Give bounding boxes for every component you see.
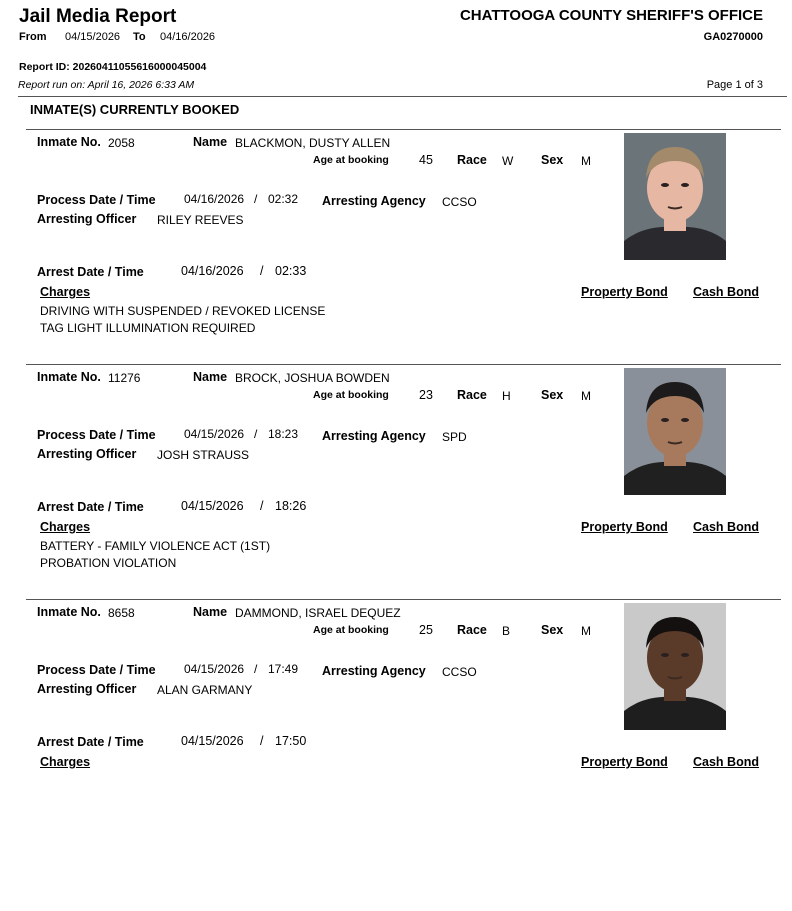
process-slash: / xyxy=(254,427,258,441)
process-time: 02:32 xyxy=(268,192,299,206)
age-label: Age at booking xyxy=(313,389,389,401)
arrest-date: 04/15/2026 xyxy=(181,499,244,513)
race-label: Race xyxy=(457,153,487,167)
process-date: 04/15/2026 xyxy=(184,427,245,441)
sex-value: M xyxy=(581,624,591,638)
arrest-slash: / xyxy=(260,734,264,748)
process-date: 04/15/2026 xyxy=(184,662,245,676)
race-value: H xyxy=(502,389,511,403)
age-value: 23 xyxy=(419,388,433,402)
agency-name: CHATTOOGA COUNTY SHERIFF'S OFFICE xyxy=(459,7,763,24)
mugshot-photo xyxy=(624,603,726,730)
process-time: 17:49 xyxy=(268,662,299,676)
officer-label: Arresting Officer xyxy=(37,447,137,461)
page-number: Page 1 of 3 xyxy=(706,79,763,91)
charges-label: Charges xyxy=(40,285,91,299)
arrest-label: Arrest Date / Time xyxy=(37,735,144,749)
inmate-no-value: 8658 xyxy=(108,606,135,620)
name-label: Name xyxy=(193,605,228,619)
process-label: Process Date / Time xyxy=(37,663,156,677)
agency-value: CCSO xyxy=(442,195,477,209)
name-value: BLACKMON, DUSTY ALLEN xyxy=(235,136,391,150)
arrest-date: 04/16/2026 xyxy=(181,264,244,278)
inmate-no-label: Inmate No. xyxy=(37,135,101,149)
mugshot-photo xyxy=(624,133,726,260)
race-value: W xyxy=(502,154,514,168)
inmate-no-label: Inmate No. xyxy=(37,370,101,384)
arrest-slash: / xyxy=(260,264,264,278)
agency-label: Arresting Agency xyxy=(322,194,426,208)
ori-code: GA0270000 xyxy=(703,31,763,43)
officer-value: JOSH STRAUSS xyxy=(157,448,250,462)
inmate-record xyxy=(0,364,792,599)
arrest-label: Arrest Date / Time xyxy=(37,500,144,514)
process-label: Process Date / Time xyxy=(37,428,156,442)
sex-label: Sex xyxy=(541,623,564,637)
officer-value: ALAN GARMANY xyxy=(157,683,253,697)
name-label: Name xyxy=(193,135,228,149)
process-label: Process Date / Time xyxy=(37,193,156,207)
age-label: Age at booking xyxy=(313,624,389,636)
officer-label: Arresting Officer xyxy=(37,682,137,696)
report-run-on: Report run on: April 16, 2026 6:33 AM xyxy=(18,79,195,91)
sex-value: M xyxy=(581,154,591,168)
header-divider xyxy=(18,96,787,97)
charge-item: TAG LIGHT ILLUMINATION REQUIRED xyxy=(40,321,256,335)
agency-value: SPD xyxy=(442,430,467,444)
name-value: DAMMOND, ISRAEL DEQUEZ xyxy=(235,606,401,620)
property-bond-label: Property Bond xyxy=(581,285,668,299)
section-title: INMATE(S) CURRENTLY BOOKED xyxy=(30,102,240,117)
arrest-time: 17:50 xyxy=(275,734,307,748)
officer-label: Arresting Officer xyxy=(37,212,137,226)
report-id: Report ID: 20260411055616000045004 xyxy=(19,61,207,73)
charge-item: PROBATION VIOLATION xyxy=(40,556,177,570)
charge-item: BATTERY - FAMILY VIOLENCE ACT (1ST) xyxy=(40,539,271,553)
from-date: 04/15/2026 xyxy=(65,31,121,43)
arrest-date: 04/15/2026 xyxy=(181,734,244,748)
property-bond-label: Property Bond xyxy=(581,755,668,769)
name-value: BROCK, JOSHUA BOWDEN xyxy=(235,371,390,385)
record-divider xyxy=(26,599,781,600)
charges-label: Charges xyxy=(40,755,91,769)
sex-value: M xyxy=(581,389,591,403)
record-divider xyxy=(26,129,781,130)
charges-label: Charges xyxy=(40,520,91,534)
from-label: From xyxy=(19,31,47,43)
process-time: 18:23 xyxy=(268,427,299,441)
cash-bond-label: Cash Bond xyxy=(693,755,759,769)
charge-item: DRIVING WITH SUSPENDED / REVOKED LICENSE xyxy=(40,304,326,318)
race-value: B xyxy=(502,624,511,638)
inmate-no-value: 2058 xyxy=(108,136,135,150)
arrest-time: 02:33 xyxy=(275,264,307,278)
race-label: Race xyxy=(457,388,487,402)
inmate-no-value: 11276 xyxy=(108,371,141,385)
inmate-no-label: Inmate No. xyxy=(37,605,101,619)
to-label: To xyxy=(133,31,146,43)
sex-label: Sex xyxy=(541,153,564,167)
age-value: 25 xyxy=(419,623,433,637)
sex-label: Sex xyxy=(541,388,564,402)
agency-value: CCSO xyxy=(442,665,477,679)
agency-label: Arresting Agency xyxy=(322,664,426,678)
arrest-time: 18:26 xyxy=(275,499,307,513)
cash-bond-label: Cash Bond xyxy=(693,285,759,299)
report-title: Jail Media Report xyxy=(19,6,177,27)
inmate-record xyxy=(0,129,792,364)
name-label: Name xyxy=(193,370,228,384)
agency-label: Arresting Agency xyxy=(322,429,426,443)
officer-value: RILEY REEVES xyxy=(157,213,244,227)
arrest-label: Arrest Date / Time xyxy=(37,265,144,279)
arrest-slash: / xyxy=(260,499,264,513)
race-label: Race xyxy=(457,623,487,637)
process-slash: / xyxy=(254,662,258,676)
age-value: 45 xyxy=(419,153,433,167)
to-date: 04/16/2026 xyxy=(160,31,216,43)
age-label: Age at booking xyxy=(313,154,389,166)
process-slash: / xyxy=(254,192,258,206)
process-date: 04/16/2026 xyxy=(184,192,245,206)
inmate-record xyxy=(0,599,792,834)
record-divider xyxy=(26,364,781,365)
cash-bond-label: Cash Bond xyxy=(693,520,759,534)
property-bond-label: Property Bond xyxy=(581,520,668,534)
mugshot-photo xyxy=(624,368,726,495)
